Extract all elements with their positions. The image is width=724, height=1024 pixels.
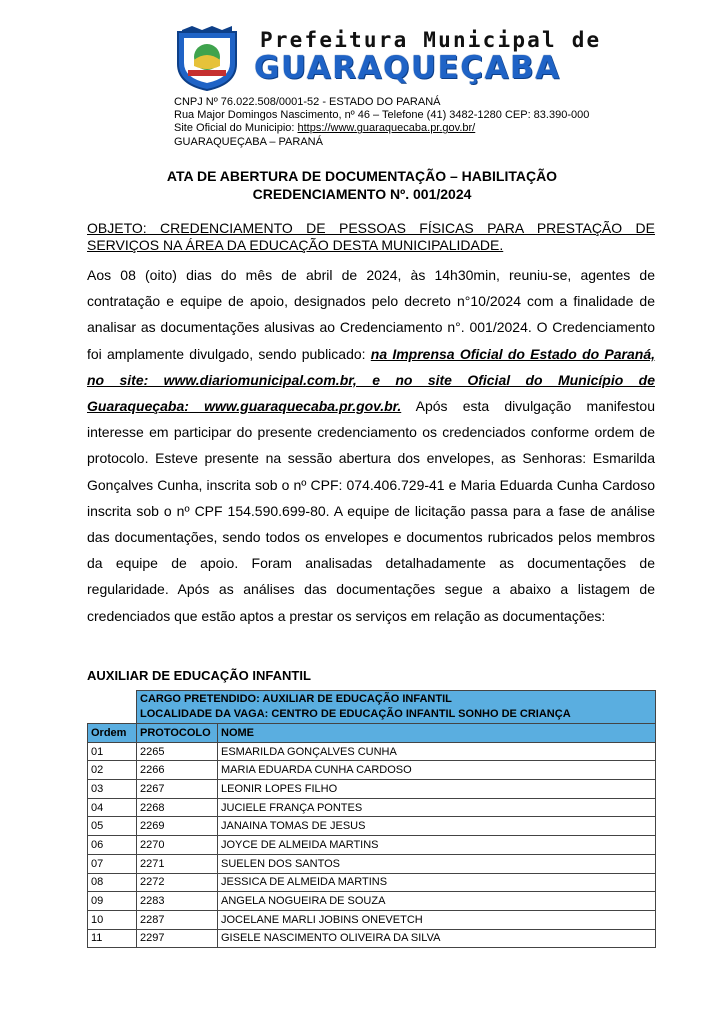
table-row bbox=[88, 929, 656, 948]
header-protocolo: PROTOCOLO bbox=[137, 724, 218, 743]
ordem-cell: 09 bbox=[88, 892, 137, 911]
table-row bbox=[88, 854, 656, 873]
ordem-cell: 07 bbox=[88, 854, 137, 873]
protocolo-cell: 2283 bbox=[137, 892, 218, 911]
section-title: AUXILIAR DE EDUCAÇÃO INFANTIL bbox=[87, 668, 311, 683]
cnpj-line: CNPJ Nº 76.022.508/0001-52 - ESTADO DO PARANÁ bbox=[174, 96, 441, 108]
brand-subtitle: Prefeitura Municipal de bbox=[260, 28, 602, 52]
protocolo-cell: 2297 bbox=[137, 929, 218, 948]
header-row bbox=[88, 724, 656, 743]
address-line: Rua Major Domingos Nascimento, nº 46 – Telefone (41) 3482-1280 CEP: 83.390-000 bbox=[174, 109, 590, 122]
body-paragraph bbox=[87, 262, 655, 629]
table-row bbox=[88, 798, 656, 817]
brand-name: GUARAQUEÇABA bbox=[254, 50, 561, 86]
protocolo-cell: 2266 bbox=[137, 761, 218, 780]
nome-cell: MARIA EDUARDA CUNHA CARDOSO bbox=[218, 761, 656, 780]
protocolo-cell: 2287 bbox=[137, 910, 218, 929]
protocolo-cell: 2268 bbox=[137, 798, 218, 817]
municipal-crest-icon bbox=[172, 26, 242, 92]
protocolo-cell: 2265 bbox=[137, 742, 218, 761]
ordem-cell: 10 bbox=[88, 910, 137, 929]
nome-cell: JUCIELE FRANÇA PONTES bbox=[218, 798, 656, 817]
nome-cell: LEONIR LOPES FILHO bbox=[218, 780, 656, 799]
objeto-paragraph: OBJETO: CREDENCIAMENTO DE PESSOAS FÍSICAS PARA PRESTAÇÃO DE SERVIÇOS NA ÁREA DA EDUCAÇÃO DESTA MUNICIPALIDADE. bbox=[87, 220, 655, 253]
table-row bbox=[88, 742, 656, 761]
nome-cell: JANAINA TOMAS DE JESUS bbox=[218, 817, 656, 836]
protocolo-cell: 2269 bbox=[137, 817, 218, 836]
cargo-cell bbox=[137, 691, 656, 724]
ordem-cell: 01 bbox=[88, 742, 137, 761]
header-ordem: Ordem bbox=[88, 724, 137, 743]
table-row bbox=[88, 817, 656, 836]
table-row bbox=[88, 761, 656, 780]
nome-cell: JOCELANE MARLI JOBINS ONEVETCH bbox=[218, 910, 656, 929]
ordem-cell: 05 bbox=[88, 817, 137, 836]
ordem-cell: 03 bbox=[88, 780, 137, 799]
nome-cell: ANGELA NOGUEIRA DE SOUZA bbox=[218, 892, 656, 911]
empty-cell bbox=[88, 691, 137, 724]
nome-cell: ESMARILDA GONÇALVES CUNHA bbox=[218, 742, 656, 761]
protocolo-cell: 2271 bbox=[137, 854, 218, 873]
nome-cell: JESSICA DE ALMEIDA MARTINS bbox=[218, 873, 656, 892]
body-emphasis: na Imprensa Oficial do Estado do Paraná, no site: www.diariomunicipal.com.br, e no site Oficial do Município de Guaraqueçaba: www.guaraquecaba.pr.gov.br. bbox=[87, 345, 656, 415]
site-label: Site Oficial do Municipio: bbox=[174, 122, 298, 135]
letterhead bbox=[168, 26, 602, 96]
body-part1: Aos 08 (oito) dias do mês de abril de 2024, às 14h30min, reuniu-se, agentes de contratação e equipe de apoio, designados pelo decreto n°10/2024 com a finalidade de analisar as documentações alusivas ao Credenciamento n°. 001/2024. O Credenciamento foi amplamente divulgado, sendo publicado: bbox=[87, 267, 655, 362]
protocolo-cell: 2267 bbox=[137, 780, 218, 799]
contact-block bbox=[174, 96, 589, 149]
city-line: GUARAQUEÇABA – PARANÁ bbox=[174, 135, 323, 148]
nome-cell: SUELEN DOS SANTOS bbox=[218, 854, 656, 873]
site-link[interactable]: https://www.guaraquecaba.pr.gov.br/ bbox=[297, 122, 476, 135]
table-row bbox=[88, 780, 656, 799]
ordem-cell: 08 bbox=[88, 873, 137, 892]
cargo-label: CARGO PRETENDIDO: AUXILIAR DE EDUCAÇÃO INFANTIL bbox=[140, 693, 452, 705]
site-line bbox=[174, 122, 589, 135]
protocolo-cell: 2272 bbox=[137, 873, 218, 892]
ordem-cell: 04 bbox=[88, 798, 137, 817]
header-nome: NOME bbox=[218, 724, 656, 743]
nome-cell: JOYCE DE ALMEIDA MARTINS bbox=[218, 836, 656, 855]
ordem-cell: 06 bbox=[88, 836, 137, 855]
table-row bbox=[88, 836, 656, 855]
localidade-label: LOCALIDADE DA VAGA: CENTRO DE EDUCAÇÃO INFANTIL SONHO DE CRIANÇA bbox=[140, 708, 571, 720]
nome-cell: GISELE NASCIMENTO OLIVEIRA DA SILVA bbox=[218, 929, 656, 948]
document-title-line2: CREDENCIAMENTO Nº. 001/2024 bbox=[252, 186, 472, 202]
protocolo-cell: 2270 bbox=[137, 836, 218, 855]
cargo-row bbox=[88, 691, 656, 724]
body-part2: Após esta divulgação manifestou interesse em participar do presente credenciamento os credenciados conforme ordem de protocolo. Esteve presente na sessão abertura dos envelopes, as Senhoras: Esmarilda Gonçalves Cunha, inscrita sob o nº CPF: 074.406.729-41 e Maria Eduarda Cunha Cardoso inscrita sob o nº CPF 154.590.699-80. A equipe de licitação passa para a fase de análise das documentações, sendo todos os envelopes e documentos rubricados pelos membros da equipe de apoio. Foram analisadas detalhadamente as documentações de regularidade. Após as análises das documentações segue a abaixo a listagem de credenciados que estão aptos a prestar os serviços em relação as documentações: bbox=[87, 398, 655, 624]
document-title-line1: ATA DE ABERTURA DE DOCUMENTAÇÃO – HABILITAÇÃO bbox=[166, 168, 558, 184]
ordem-cell: 11 bbox=[88, 929, 137, 948]
ordem-cell: 02 bbox=[88, 761, 137, 780]
credentialed-table bbox=[87, 690, 656, 948]
table-row bbox=[88, 892, 656, 911]
table-row bbox=[88, 910, 656, 929]
table-row bbox=[88, 873, 656, 892]
